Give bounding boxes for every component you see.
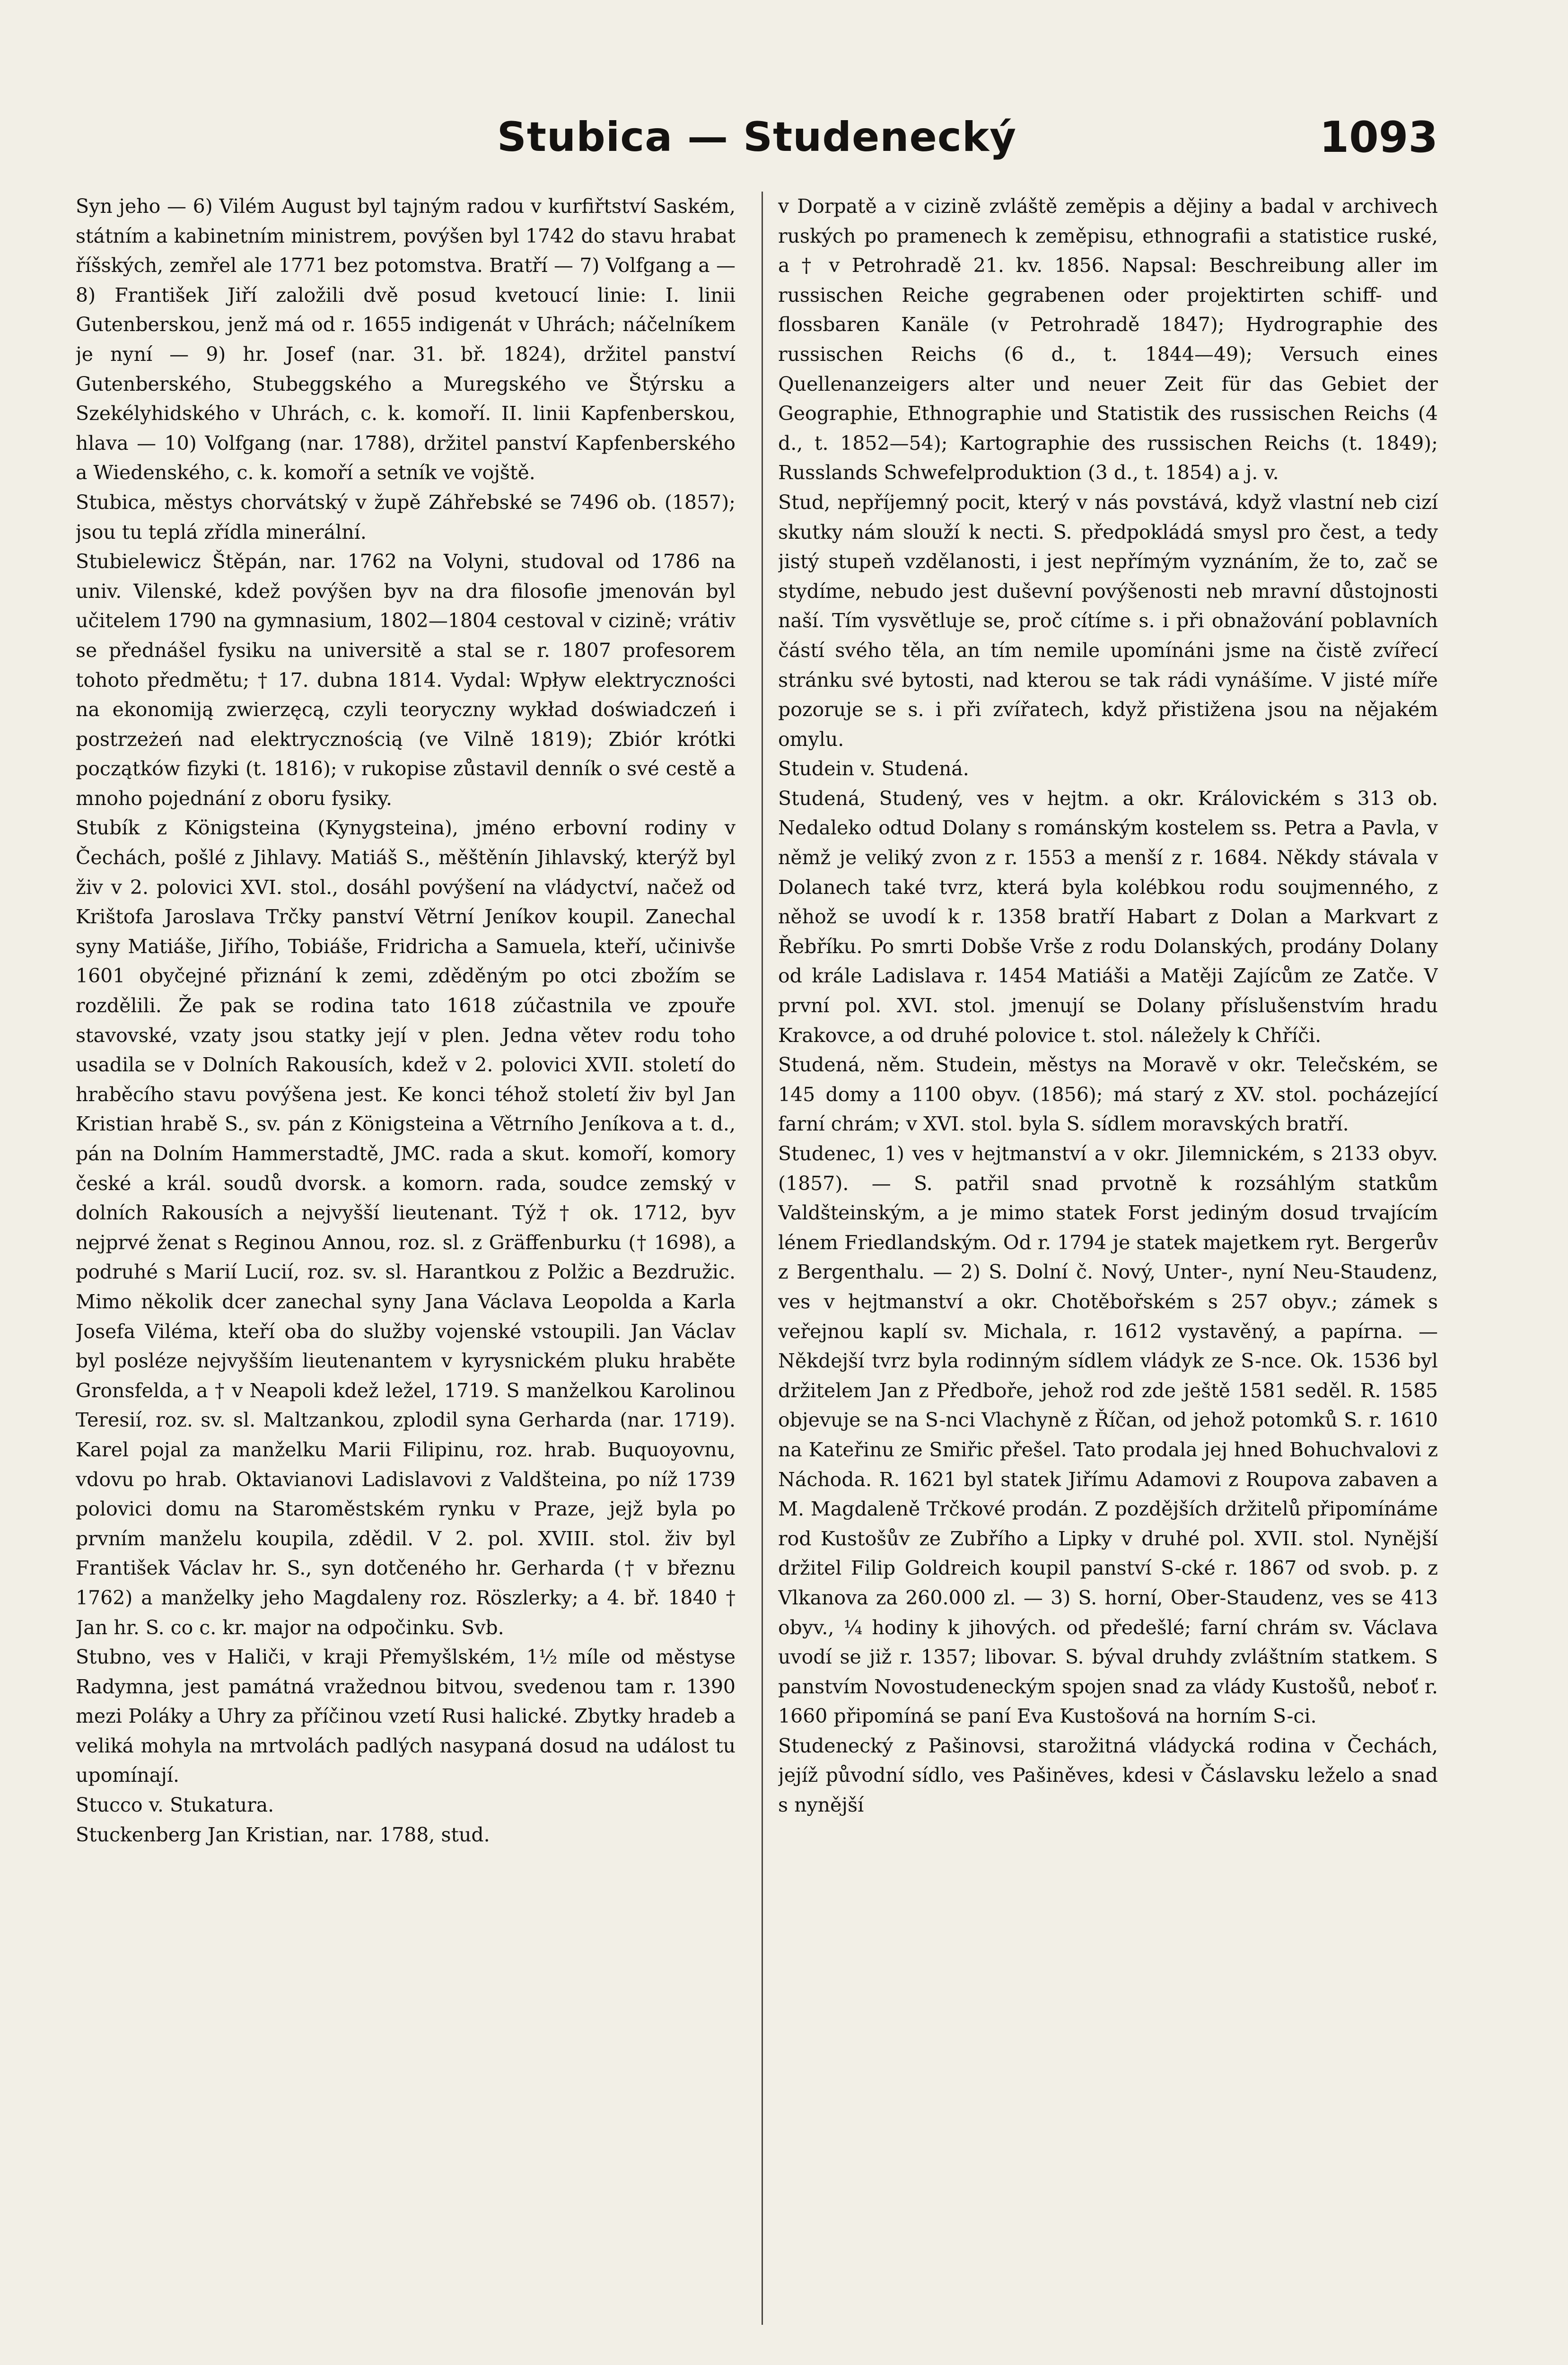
entry-stucco: Stucco v. Stukatura. [76,1794,274,1817]
left-column [76,192,736,2344]
entry-stubielewicz: Stubielewicz Štěpán, nar. 1762 na Volyni, studoval od 1786 na univ. Vilenské, kdež povýšen byv na dra filosofie jmenován byl učitelem 1790 na gymnasium, 1802—1804 cestoval v cizině; vrátiv se přednášel fysiku na universitě a stal se r. 1807 profesorem tohoto předmětu; † 17. dubna 1814. Vydal: Wpływ elektryczności na ekonomiją zwierzęcą, czyli teoryczny wykład doświadczeń i postrzeżeń nad elektrycznością (ve Vilně 1819); Zbiór krótki początków fizyki (t. 1816); v rukopise zůstavil denník o své cestě a mnoho pojednání z oboru fysiky. [76,550,736,810]
entry-studein: Studein v. Studená. [778,757,969,780]
entry-stuckenberg: Stuckenberg Jan Kristian, nar. 1788, stud. [76,1823,490,1846]
right-column [778,192,1438,2344]
entry-studenecky: Studenecký z Pašinovsi, starožitná vládycká rodina v Čechách, jejíž původní sídlo, ves Pašiněves, kdesi v Čáslavsku leželo a snad s nynější [778,1734,1438,1817]
entry-stubik: Stubík z Königsteina (Kynygsteina), jméno erbovní rodiny v Čechách, pošlé z Jihlavy. Matiáš S., měštěnín Jihlavský, kterýž byl živ v 2. polovici XVI. stol., dosáhl povýšení na vládyctví, načež od Krištofa Jaroslava Trčky panství Větrní Jeníkov koupil. Zanechal syny Matiáše, Jiřího, Tobiáše, Fridricha a Samuela, kteří, učinivše 1601 obyčejné přiznání k zemi, zděděným po otci zbožím se rozdělili. Že pak se rodina tato 1618 zúčastnila ve zpouře stavovské, vzaty jsou statky její v plen. Jedna větev rodu toho usadila se v Dolních Rakousích, kdež v 2. polovici XVII. století do hraběcího stavu povýšena jest. Ke konci téhož století živ byl Jan Kristian hrabě S., sv. pán z Königsteina a Větrního Jeníkova a t. d., pán na Dolním Hammerstadtě, JMC. rada a skut. komoří, komory české a král. soudů dvorsk. a komorn. rada, soudce zemský v dolních Rakousích a nejvyšší lieutenant. Týž † ok. 1712, byv nejprvé ženat s Reginou Annou, roz. sl. z Gräffenburku († 1698), a podruhé s Marií Lucií, roz. sv. sl. Harantkou z Polžic a Bezdružic. Mimo několik dcer zanechal syny Jana Václava Leopolda a Karla Josefa Viléma, kteří oba do služby vojenské vstoupili. Jan Václav byl posléze nejvyšším lieutenantem v kyrysnickém pluku hraběte Gronsfelda, a † v Neapoli kdež ležel, 1719. S manželkou Karolinou Teresií, roz. sv. sl. Maltzankou, zplodil syna Gerharda (nar. 1719). Karel pojal za manželku Marii Filipinu, roz. hrab. Buquoyovnu, vdovu po hrab. Oktavianovi Ladislavovi z Valdšteina, po níž 1739 polovici domu na Staroměstském rynku v Praze, jejž byla po prvním manželu koupila, zdědil. V 2. pol. XVIII. stol. živ byl František Václav hr. S., syn dotčeného hr. Gerharda († v březnu 1762) a manželky jeho Magdaleny roz. Röszlerky; a 4. bř. 1840 † Jan hr. S. co c. kr. major na odpočinku. Svb. [76,816,736,1639]
entry-vilem-august: Syn jeho — 6) Vilém August byl tajným radou v kurfiřtství Saském, státním a kabinetním ministrem, povýšen byl 1742 do stavu hrabat říšských, zemřel ale 1771 bez potomstva. Bratří — 7) Volfgang a — 8) František Jiří založili dvě posud kvetoucí linie: I. linii Gutenberskou, jenž má od r. 1655 indigenát v Uhrách; náčelníkem je nyní — 9) hr. Josef (nar. 31. bř. 1824), držitel panství Gutenberského, Stubeggského a Muregského ve Štýrsku a Szekélyhidského v Uhrách, c. k. komoří. II. linii Kapfenberskou, hlava — 10) Volfgang (nar. 1788), držitel panství Kapfenberského a Wiedenského, c. k. komoří a setník ve vojště. [76,195,736,484]
entry-studena-2: Studená, něm. Studein, městys na Moravě v okr. Telečském, se 145 domy a 1100 obyv. (1856); má starý z XV. stol. pocházející farní chrám; v XVI. stol. byla S. sídlem moravských bratří. [778,1053,1438,1136]
running-title: Stubica — Studenecký [497,114,1017,161]
text-columns [76,192,1438,2344]
entry-studenec: Studenec, 1) ves v hejtmanství a v okr. Jilemnickém, s 2133 obyv. (1857). — S. patřil snad prvotně k rozsáhlým statkům Valdšteinským, a je mimo statek Forst jediným dosud trvajícím lénem Friedlandským. Od r. 1794 je statek majetkem ryt. Bergerův z Bergenthalu. — 2) S. Dolní č. Nový, Unter-, nyní Neu-Staudenz, ves v hejtmanství a okr. Chotěbořském s 257 obyv.; zámek s veřejnou kaplí sv. Michala, r. 1612 vystavěný, a papírna. — Někdejší tvrz byla rodinným sídlem vládyk ze S-nce. Ok. 1536 byl držitelem Jan z Předboře, jehož rod zde ještě 1581 seděl. R. 1585 objevuje se na S-nci Vlachyně z Říčan, od jehož potomků S. r. 1610 na Kateřinu ze Smiřic přešel. Tato prodala jej hned Bohuchvalovi z Náchoda. R. 1621 byl statek Jiřímu Adamovi z Roupova zabaven a M. Magdaleně Trčkové prodán. Z pozdějších držitelů připomínáme rod Kustošův ze Zubřího a Lipky v druhé pol. XVII. stol. Nynější držitel Filip Goldreich koupil panství S-cké r. 1867 od svob. p. z Vlkanova za 260.000 zl. — 3) S. horní, Ober-Staudenz, ves se 413 obyv., ¼ hodiny k jihových. od předešlé; farní chrám sv. Václava uvodí se již r. 1357; libovar. S. býval druhdy zvláštním statkem. S panstvím Novostudeneckým spojen snad za vlády Kustošů, neboť r. 1660 připomíná se paní Eva Kustošová na horním S-ci. [778,1142,1438,1728]
entry-stud: Stud, nepříjemný pocit, který v nás povstává, když vlastní neb cizí skutky nám slouží k necti. S. předpokládá smysl pro čest, a tedy jistý stupeň vzdělanosti, i jest nepřímým vyznáním, že to, zač se stydíme, nebudo jest duševní povýšenosti neb mravní důstojnosti naší. Tím vysvětluje se, proč cítíme s. i při obnažování poblavních částí svého těla, an tím nemile upomínáni jsme na čistě zvířecí stránku své bytosti, nad kterou se tak rádi vynášíme. V jisté míře pozoruje se s. i při zvířatech, když přistižena jsou na nějakém omylu. [778,491,1438,751]
entry-studena-1: Studená, Studený, ves v hejtm. a okr. Královickém s 313 ob. Nedaleko odtud Dolany s románským kostelem ss. Petra a Pavla, v němž je veliký zvon z r. 1553 a menší z r. 1684. Někdy stávala v Dolanech také tvrz, která byla kolébkou rodu soujmenného, z něhož se uvodí k r. 1358 bratří Habart z Dolan a Markvart z Řebříku. Po smrti Dobše Vrše z rodu Dolanských, prodány Dolany od krále Ladislava r. 1454 Matiáši a Matěji Zajícům ze Zatče. V první pol. XVI. stol. jmenují se Dolany příslušenstvím hradu Krakovce, a od druhé polovice t. stol. náležely k Chříči. [778,787,1438,1047]
entry-stubica: Stubica, městys chorvátský v župě Záhřebské se 7496 ob. (1857); jsou tu teplá zřídla minerální. [76,491,736,543]
page-number: 1093 [1319,113,1438,162]
entry-stubno: Stubno, ves v Haliči, v kraji Přemyšlském, 1½ míle od městyse Radymna, jest památná vražednou bitvou, svedenou tam r. 1390 mezi Poláky a Uhry za příčinou vzetí Rusi halické. Zbytky hradeb a veliká mohyla na mrtvolách padlých nasypaná dosud na událost tu upomínají. [76,1646,736,1787]
page-header [76,109,1438,166]
entry-stuckenberg-cont: v Dorpatě a v cizině zvláště zeměpis a dějiny a badal v archivech ruských po pramenech k zeměpisu, ethnografii a statistice ruské, a † v Petrohradě 21. kv. 1856. Napsal: Beschreibung aller im russischen Reiche gegrabenen oder projektirten schiff- und flossbaren Kanäle (v Petrohradě 1847); Hydrographie des russischen Reichs (6 d., t. 1844—49); Versuch eines Quellenanzeigers alter und neuer Zeit für das Gebiet der Geographie, Ethnographie und Statistik des russischen Reichs (4 d., t. 1852—54); Kartographie des russischen Reichs (t. 1849); Russlands Schwefelproduktion (3 d., t. 1854) a j. v. [778,195,1438,484]
